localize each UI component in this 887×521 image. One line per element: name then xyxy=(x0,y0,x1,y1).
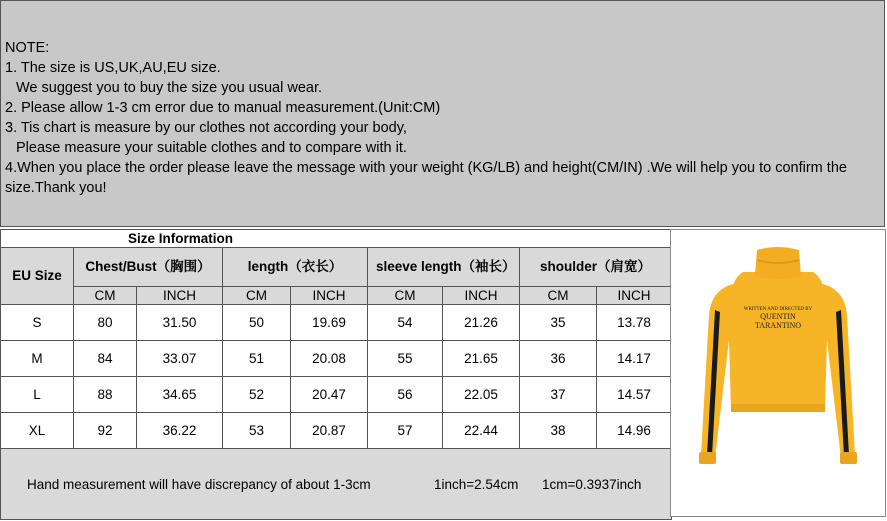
note-line-3b: Please measure your suitable clothes and to compare with it. xyxy=(16,140,407,156)
unit-cell: CM xyxy=(520,287,597,305)
table-cell: 37 xyxy=(520,377,597,413)
header-length: length（衣长） xyxy=(223,248,368,287)
table-cell: 14.96 xyxy=(597,413,672,449)
table-cell: 20.47 xyxy=(291,377,368,413)
table-cell: 33.07 xyxy=(137,341,223,377)
table-row xyxy=(1,377,672,413)
size-label: S xyxy=(1,305,74,341)
table-cell: 14.57 xyxy=(597,377,672,413)
table-cell: 35 xyxy=(520,305,597,341)
header-sleeve: sleeve length（袖长） xyxy=(368,248,520,287)
unit-cell: INCH xyxy=(137,287,223,305)
table-row xyxy=(1,413,672,449)
unit-cell: CM xyxy=(368,287,443,305)
table-cell: 54 xyxy=(368,305,443,341)
table-cell: 55 xyxy=(368,341,443,377)
inch-conversion: 1inch=2.54cm xyxy=(434,477,519,492)
table-cell: 22.05 xyxy=(443,377,520,413)
print-line-2: QUENTIN xyxy=(760,312,796,321)
table-cell: 19.69 xyxy=(291,305,368,341)
table-cell: 38 xyxy=(520,413,597,449)
table-row xyxy=(1,341,672,377)
table-cell: 36 xyxy=(520,341,597,377)
notes-text xyxy=(5,38,885,198)
note-line-1b: We suggest you to buy the size you usual wear. xyxy=(16,80,323,96)
table-cell: 36.22 xyxy=(137,413,223,449)
turtleneck-top-illustration xyxy=(671,230,885,516)
left-cuff xyxy=(699,452,716,464)
table-cell: 34.65 xyxy=(137,377,223,413)
left-sleeve xyxy=(701,284,733,458)
header-eu-size: EU Size xyxy=(1,248,74,305)
note-line-1: 1. The size is US,UK,AU,EU size. xyxy=(5,60,221,76)
table-cell: 13.78 xyxy=(597,305,672,341)
cm-conversion: 1cm=0.3937inch xyxy=(542,477,642,492)
table-cell: 56 xyxy=(368,377,443,413)
size-label: XL xyxy=(1,413,74,449)
table-row xyxy=(1,305,672,341)
table-cell: 57 xyxy=(368,413,443,449)
notes-heading: NOTE: xyxy=(5,40,50,56)
size-table xyxy=(0,229,672,520)
unit-cell: CM xyxy=(74,287,137,305)
table-cell: 84 xyxy=(74,341,137,377)
unit-cell: CM xyxy=(223,287,291,305)
unit-cell: INCH xyxy=(291,287,368,305)
unit-cell: INCH xyxy=(597,287,672,305)
note-line-3: 3. Tis chart is measure by our clothes not according your body, xyxy=(5,120,407,136)
table-title: Size Information xyxy=(1,230,672,248)
table-cell: 21.65 xyxy=(443,341,520,377)
shirt-hem xyxy=(731,404,825,412)
table-cell: 53 xyxy=(223,413,291,449)
print-line-1: WRITTEN AND DIRECTED BY xyxy=(743,307,813,312)
table-footer xyxy=(1,449,672,520)
shirt-body xyxy=(728,272,827,410)
table-cell: 31.50 xyxy=(137,305,223,341)
size-label: L xyxy=(1,377,74,413)
table-cell: 22.44 xyxy=(443,413,520,449)
header-shoulder: shoulder（肩宽） xyxy=(520,248,672,287)
table-cell: 80 xyxy=(74,305,137,341)
right-cuff xyxy=(840,452,857,464)
print-line-3: TARANTINO xyxy=(754,321,802,330)
table-cell: 92 xyxy=(74,413,137,449)
discrepancy-note: Hand measurement will have discrepancy of about 1-3cm xyxy=(27,477,371,492)
table-cell: 20.08 xyxy=(291,341,368,377)
table-cell: 20.87 xyxy=(291,413,368,449)
note-line-2: 2. Please allow 1-3 cm error due to manual measurement.(Unit:CM) xyxy=(5,100,441,116)
table-cell: 14.17 xyxy=(597,341,672,377)
table-cell: 51 xyxy=(223,341,291,377)
note-line-4: 4.When you place the order please leave the message with your weight (KG/LB) and height(CM/IN) .We will help you to confirm the size.Thank you! xyxy=(5,160,847,196)
table-cell: 52 xyxy=(223,377,291,413)
header-chest: Chest/Bust（胸围） xyxy=(74,248,223,287)
table-cell: 50 xyxy=(223,305,291,341)
size-notes-panel xyxy=(0,0,885,227)
table-cell: 21.26 xyxy=(443,305,520,341)
size-label: M xyxy=(1,341,74,377)
product-image xyxy=(670,229,886,517)
unit-cell: INCH xyxy=(443,287,520,305)
table-cell: 88 xyxy=(74,377,137,413)
right-sleeve xyxy=(823,284,855,458)
